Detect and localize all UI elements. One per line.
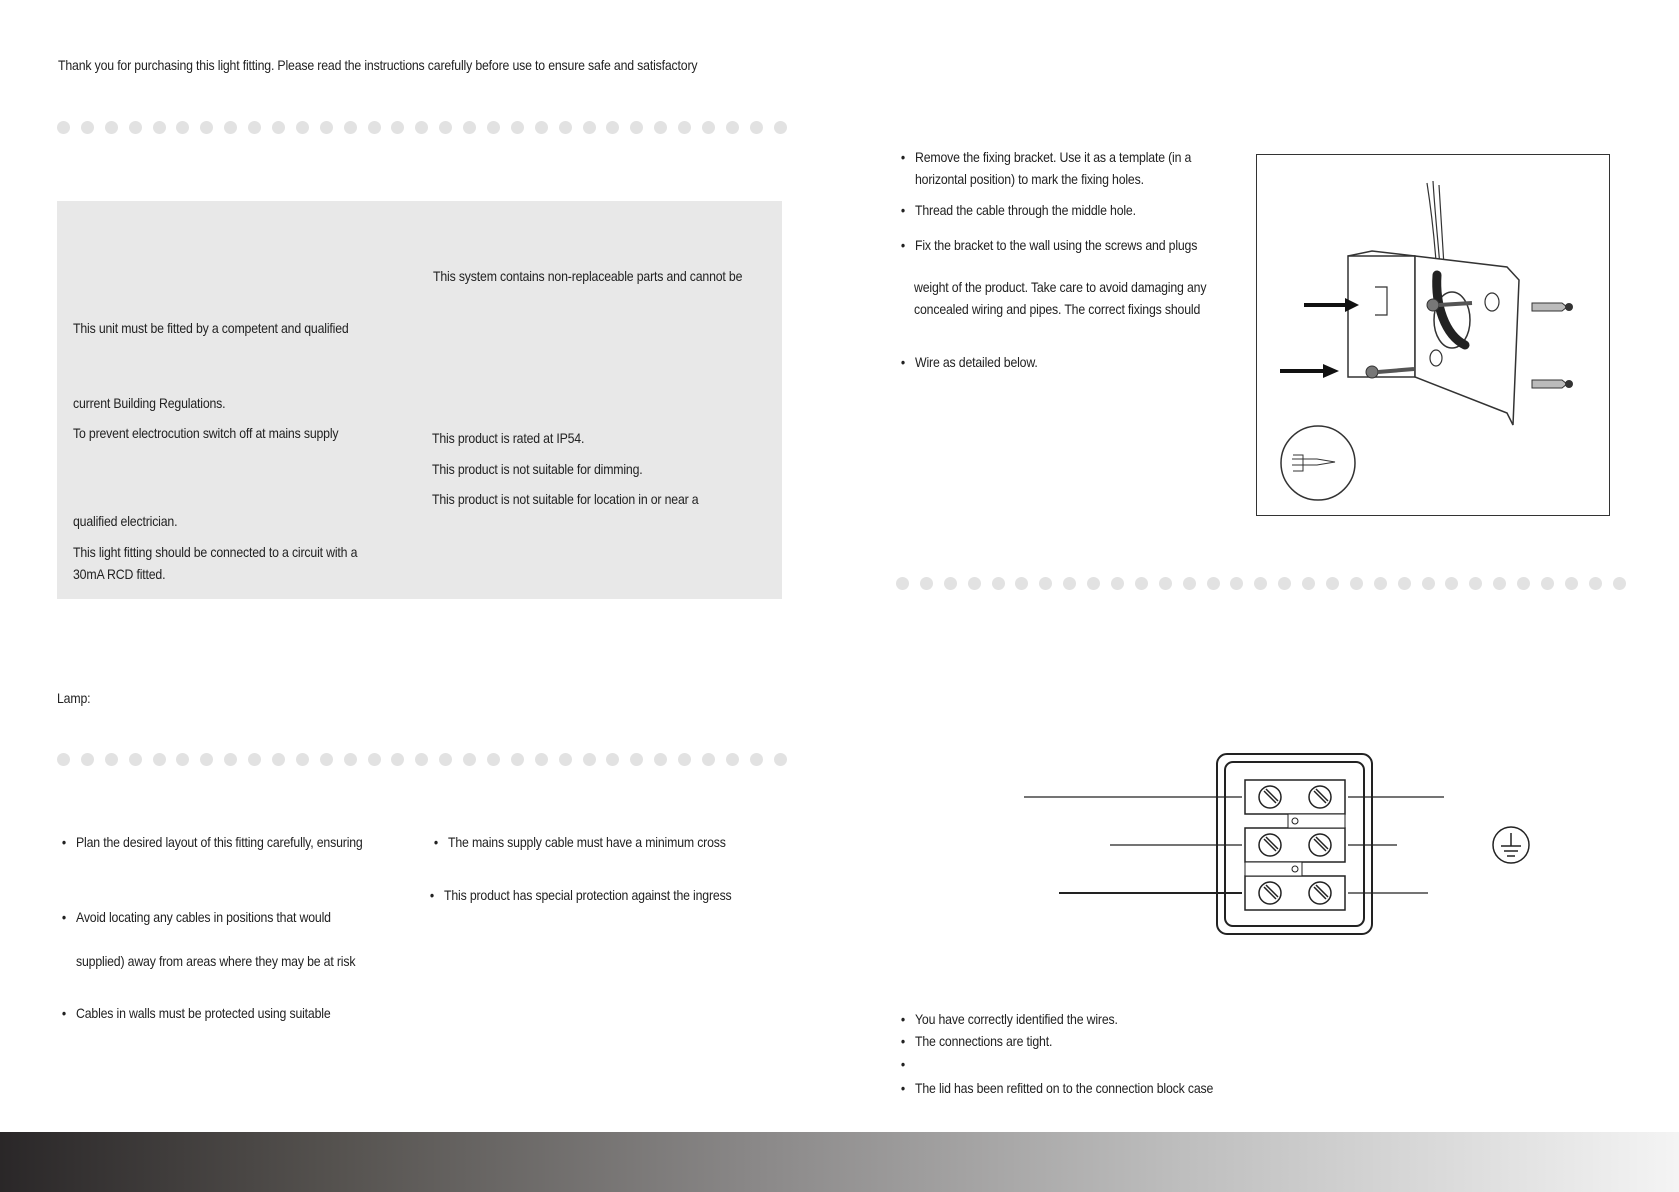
separator-dot [678,121,691,134]
separator-dot [1063,577,1076,590]
separator-dot [702,753,715,766]
separator-dot [1111,577,1124,590]
separator-dot [992,577,1005,590]
separator-dot [726,121,739,134]
separator-dot [487,121,500,134]
safety-left-line: 30mA RCD fitted. [73,566,166,582]
separator-dot [1422,577,1435,590]
planning-bullet: • Plan the desired layout of this fitting carefully, ensuring [76,834,363,850]
separator-dot [391,753,404,766]
separator-dot [1350,577,1363,590]
separator-dot [1541,577,1554,590]
separator-dot [559,753,572,766]
fixing-continuation: horizontal position) to mark the fixing holes. [915,171,1144,187]
separator-dot [368,121,381,134]
fixing-continuation: weight of the product. Take care to avoid damaging any [914,279,1207,295]
safety-right-line: This product is rated at IP54. [432,430,585,446]
separator-dot [654,753,667,766]
intro-text: Thank you for purchasing this light fitting. Please read the instructions carefully before use to ensure safe and satisfactory [58,57,698,73]
planning-bullet: • The mains supply cable must have a minimum cross [448,834,726,850]
separator-dot [750,121,763,134]
planning-bullet: • This product has special protection against the ingress [444,887,732,903]
separator-dot [1302,577,1315,590]
separator-dot [702,121,715,134]
separator-dot [153,753,166,766]
separator-dot [415,753,428,766]
separator-dot [511,121,524,134]
separator-dot [463,753,476,766]
planning-continuation: supplied) away from areas where they may be at risk [76,953,356,969]
separator-dot [1565,577,1578,590]
separator-dot [1183,577,1196,590]
planning-bullet: • Cables in walls must be protected using suitable [76,1005,331,1021]
separator-dot [1398,577,1411,590]
separator-dot [344,753,357,766]
separator-dot [774,753,787,766]
separator-dot [559,121,572,134]
fixing-bullet: • Thread the cable through the middle hole. [915,202,1136,218]
separator-dot [583,121,596,134]
separator-dot [1613,577,1626,590]
separator-dot [1159,577,1172,590]
safety-left-line: qualified electrician. [73,513,178,529]
fixing-bullet: • Fix the bracket to the wall using the screws and plugs [915,237,1197,253]
safety-left-line: This unit must be fitted by a competent and qualified [73,320,349,336]
separator-dot [583,753,596,766]
dot-separator-right [896,577,1626,590]
separator-dot [1015,577,1028,590]
fixing-continuation: concealed wiring and pipes. The correct fixings should [914,301,1201,317]
separator-dot [224,121,237,134]
separator-dot [296,753,309,766]
safety-left-line: current Building Regulations. [73,395,226,411]
dot-separator-mid-left [57,753,787,766]
separator-dot [320,753,333,766]
separator-dot [535,753,548,766]
fixing-bullet: • Wire as detailed below. [915,354,1038,370]
safety-right-line: This product is not suitable for dimming. [432,461,643,477]
connection-block-diagram [1020,750,1540,940]
separator-dot [1207,577,1220,590]
separator-dot [487,753,500,766]
separator-dot [320,121,333,134]
separator-dot [105,121,118,134]
separator-dot [272,753,285,766]
earth-icon [1493,827,1529,863]
separator-dot [920,577,933,590]
separator-dot [1135,577,1148,590]
separator-dot [606,753,619,766]
separator-dot [463,121,476,134]
safety-right-line: This product is not suitable for location in or near a [432,491,699,507]
check-bullet: • The lid has been refitted on to the connection block case [915,1080,1213,1096]
separator-dot [1278,577,1291,590]
separator-dot [272,121,285,134]
safety-right-line: This system contains non-replaceable parts and cannot be [433,268,743,284]
separator-dot [944,577,957,590]
separator-dot [1517,577,1530,590]
separator-dot [57,121,70,134]
separator-dot [344,121,357,134]
separator-dot [654,121,667,134]
fixing-bullet: • Remove the fixing bracket. Use it as a template (in a [915,149,1191,165]
separator-dot [176,753,189,766]
separator-dot [439,121,452,134]
separator-dot [896,577,909,590]
separator-dot [535,121,548,134]
separator-dot [606,121,619,134]
separator-dot [129,121,142,134]
separator-dot [129,753,142,766]
separator-dot [1493,577,1506,590]
check-bullet: • You have correctly identified the wires. [915,1011,1118,1027]
safety-left-line: This light fitting should be connected to a circuit with a [73,544,358,560]
separator-dot [1374,577,1387,590]
separator-dot [439,753,452,766]
separator-dot [1445,577,1458,590]
separator-dot [1326,577,1339,590]
separator-dot [968,577,981,590]
separator-dot [81,121,94,134]
check-bullet: • The connections are tight. [915,1033,1052,1049]
separator-dot [630,753,643,766]
separator-dot [81,753,94,766]
bracket-drawing [1257,155,1609,515]
separator-dot [176,121,189,134]
separator-dot [248,121,261,134]
separator-dot [105,753,118,766]
separator-dot [391,121,404,134]
dot-separator-top-left [57,121,787,134]
safety-left-line: To prevent electrocution switch off at mains supply [73,425,339,441]
separator-dot [224,753,237,766]
footer-gradient-bar [0,1132,1679,1192]
separator-dot [630,121,643,134]
lamp-label: Lamp: [57,690,91,706]
planning-bullet: • Avoid locating any cables in positions that would [76,909,331,925]
separator-dot [1087,577,1100,590]
separator-dot [57,753,70,766]
separator-dot [200,121,213,134]
separator-dot [296,121,309,134]
separator-dot [1469,577,1482,590]
separator-dot [1039,577,1052,590]
bracket-illustration [1256,154,1610,516]
separator-dot [415,121,428,134]
separator-dot [774,121,787,134]
separator-dot [678,753,691,766]
separator-dot [1254,577,1267,590]
separator-dot [248,753,261,766]
separator-dot [1230,577,1243,590]
separator-dot [368,753,381,766]
separator-dot [750,753,763,766]
separator-dot [726,753,739,766]
separator-dot [200,753,213,766]
separator-dot [153,121,166,134]
separator-dot [1589,577,1602,590]
separator-dot [511,753,524,766]
